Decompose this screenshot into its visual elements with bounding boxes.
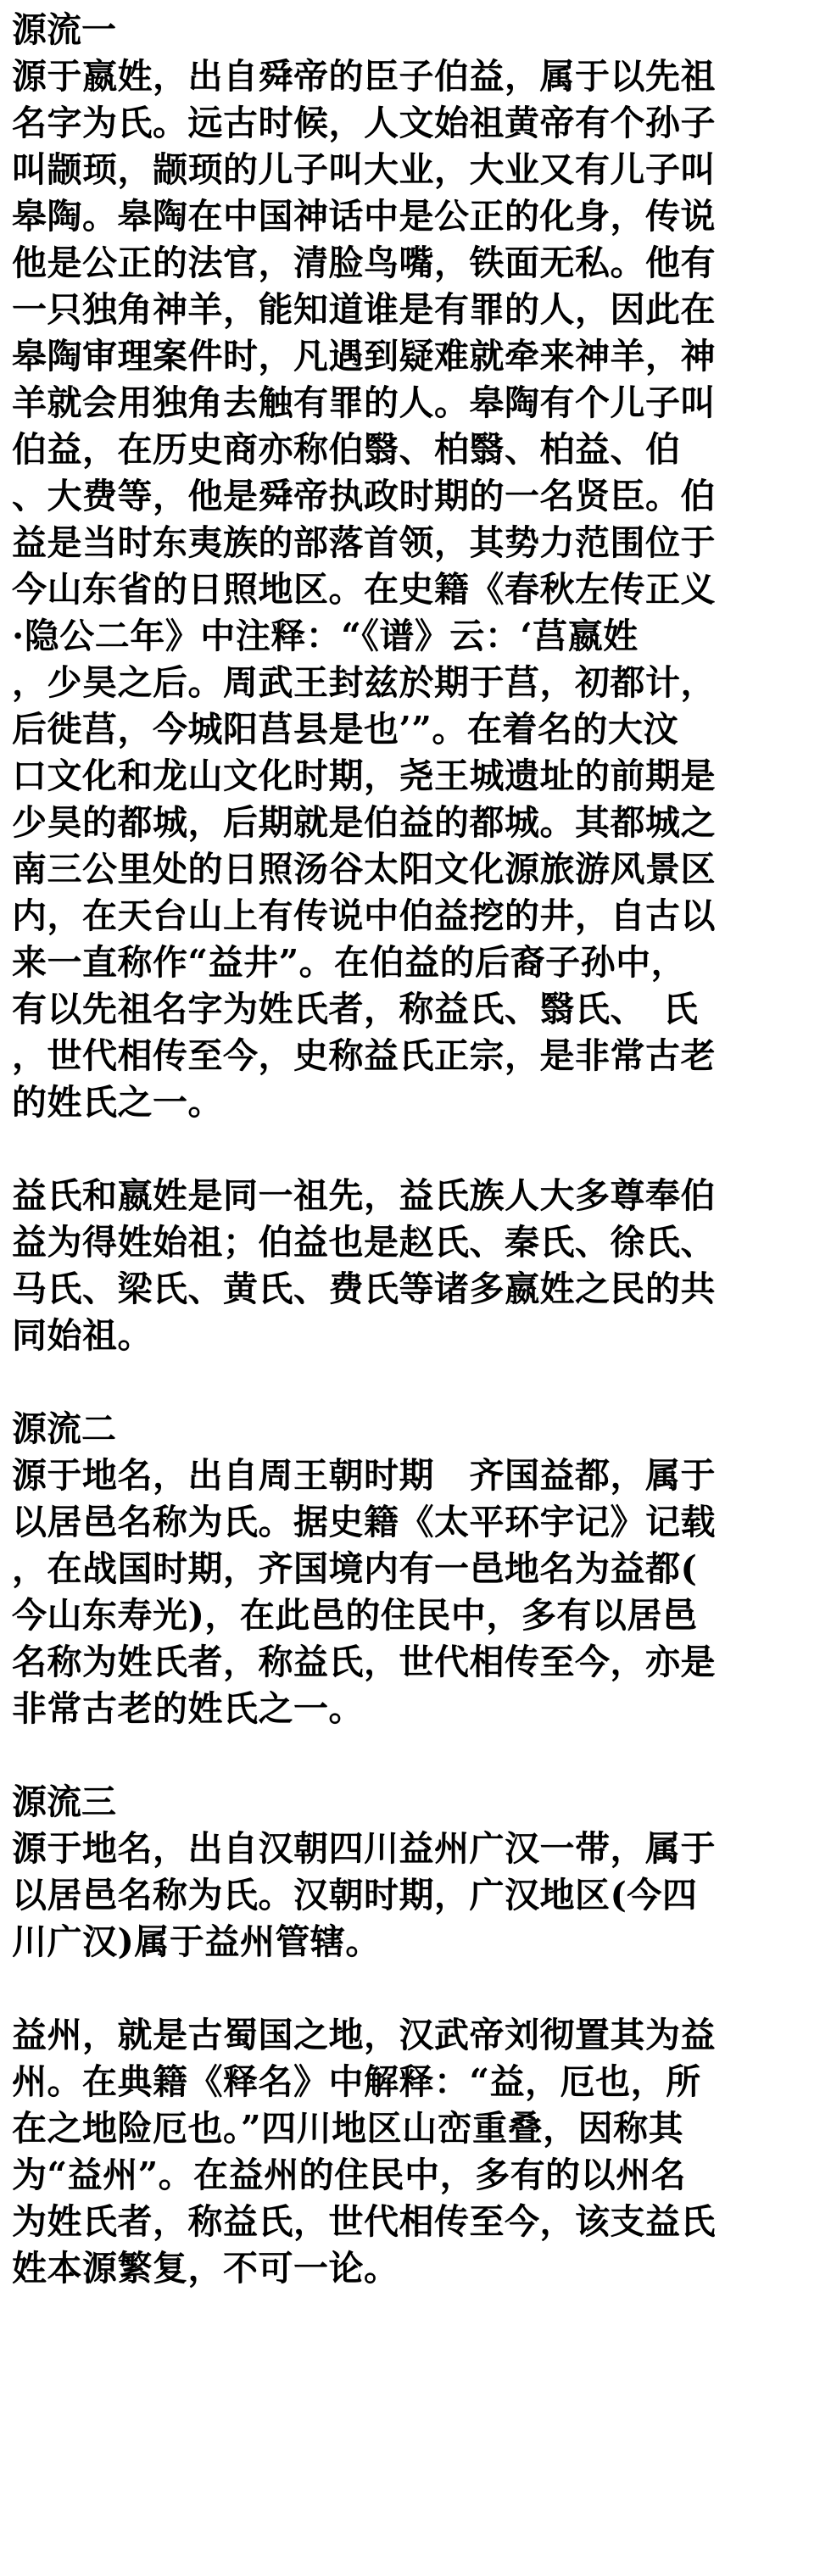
text-line: 源于嬴姓，出自舜帝的臣子伯益，属于以先祖 xyxy=(12,56,716,97)
section-origin-two xyxy=(12,1406,823,1732)
text-line: 川广汉)属于益州管辖。 xyxy=(12,1921,381,1962)
text-line: 非常古老的姓氏之一。 xyxy=(12,1688,364,1729)
text-line: 少昊的都城，后期就是伯益的都城。其都城之 xyxy=(12,802,716,843)
text-line: 来一直称作“益井”。在伯益的后裔子孙中， xyxy=(12,942,687,983)
text-line: 有以先祖名字为姓氏者，称益氏、翳氏、 氏 xyxy=(12,989,699,1029)
text-line: 内，在天台山上有传说中伯益挖的井，自古以 xyxy=(12,895,716,936)
text-line: 、大费等，他是舜帝执政时期的一名贤臣。伯 xyxy=(12,476,716,516)
section-heading: 源流二 xyxy=(12,1408,116,1449)
section-origin-one xyxy=(12,7,823,1126)
text-line: 益氏和嬴姓是同一祖先，益氏族人大多尊奉伯 xyxy=(12,1175,716,1216)
text-line: 姓本源繁复，不可一论。 xyxy=(12,2248,399,2289)
text-line: 一只独角神羊，能知道谁是有罪的人，因此在 xyxy=(12,289,716,330)
text-line: 羊就会用独角去触有罪的人。皋陶有个儿子叫 xyxy=(12,382,716,423)
text-line: 以居邑名称为氏。据史籍《太平环宇记》记载 xyxy=(12,1502,716,1542)
section-origin-three xyxy=(12,1779,823,1965)
paragraph-spacer xyxy=(12,1732,823,1779)
paragraph-spacer xyxy=(12,1126,823,1173)
text-line: 他是公正的法官，清脸鸟嘴，铁面无私。他有 xyxy=(12,243,716,283)
text-line: ，在战国时期，齐国境内有一邑地名为益都( xyxy=(12,1548,698,1589)
text-line: 州。在典籍《释名》中解释：“益，厄也，所 xyxy=(12,2061,701,2102)
text-line: 南三公里处的日照汤谷太阳文化源旅游风景区 xyxy=(12,849,716,889)
text-line: 益州，就是古蜀国之地，汉武帝刘彻置其为益 xyxy=(12,2015,716,2055)
text-line: 皋陶审理案件时，凡遇到疑难就牵来神羊，神 xyxy=(12,336,716,376)
text-line: 今山东省的日照地区。在史籍《春秋左传正义 xyxy=(12,569,716,610)
text-line: 皋陶。皋陶在中国神话中是公正的化身，传说 xyxy=(12,196,716,237)
text-line: ，少昊之后。周武王封兹於期于莒，初都计， xyxy=(12,662,716,703)
section-heading: 源流三 xyxy=(12,1781,116,1822)
text-line: 在之地险厄也。”四川地区山峦重叠，因称其 xyxy=(12,2108,684,2149)
paragraph-spacer xyxy=(12,1359,823,1406)
paragraph-common-ancestor xyxy=(12,1173,823,1359)
text-line: 同始祖。 xyxy=(12,1315,153,1356)
text-line: 今山东寿光)，在此邑的住民中，多有以居邑 xyxy=(12,1595,698,1636)
text-line: 叫颛顼，颛顼的儿子叫大业，大业又有儿子叫 xyxy=(12,149,716,190)
text-line: 益为得姓始祖；伯益也是赵氏、秦氏、徐氏、 xyxy=(12,1222,716,1263)
text-line: ，世代相传至今，史称益氏正宗，是非常古老 xyxy=(12,1035,716,1076)
section-heading: 源流一 xyxy=(12,9,116,50)
text-line: 源于地名，出自汉朝四川益州广汉一带，属于 xyxy=(12,1828,716,1869)
text-line: 后徙莒，今城阳莒县是也’”。在着名的大汶 xyxy=(12,709,678,750)
text-line: 以居邑名称为氏。汉朝时期，广汉地区(今四 xyxy=(12,1875,698,1915)
text-line: 伯益，在历史商亦称伯翳、柏翳、柏益、伯 xyxy=(12,429,681,470)
paragraph-spacer xyxy=(12,1965,823,2012)
document-body xyxy=(12,7,823,2292)
text-line: ·隐公二年》中注释：“《谱》云：‘莒嬴姓 xyxy=(12,616,639,656)
paragraph-yizhou xyxy=(12,2012,823,2292)
text-line: 名字为氏。远古时候，人文始祖黄帝有个孙子 xyxy=(12,103,716,143)
text-line: 马氏、梁氏、黄氏、费氏等诸多嬴姓之民的共 xyxy=(12,1268,716,1309)
text-line: 名称为姓氏者，称益氏，世代相传至今，亦是 xyxy=(12,1642,716,1682)
text-line: 益是当时东夷族的部落首领，其势力范围位于 xyxy=(12,522,716,563)
text-line: 为“益州”。在益州的住民中，多有的以州名 xyxy=(12,2155,687,2195)
text-line: 的姓氏之一。 xyxy=(12,1082,223,1123)
text-line: 口文化和龙山文化时期，尧王城遗址的前期是 xyxy=(12,756,716,796)
text-line: 源于地名，出自周王朝时期 齐国益都，属于 xyxy=(12,1455,716,1496)
text-line: 为姓氏者，称益氏，世代相传至今，该支益氏 xyxy=(12,2201,716,2242)
